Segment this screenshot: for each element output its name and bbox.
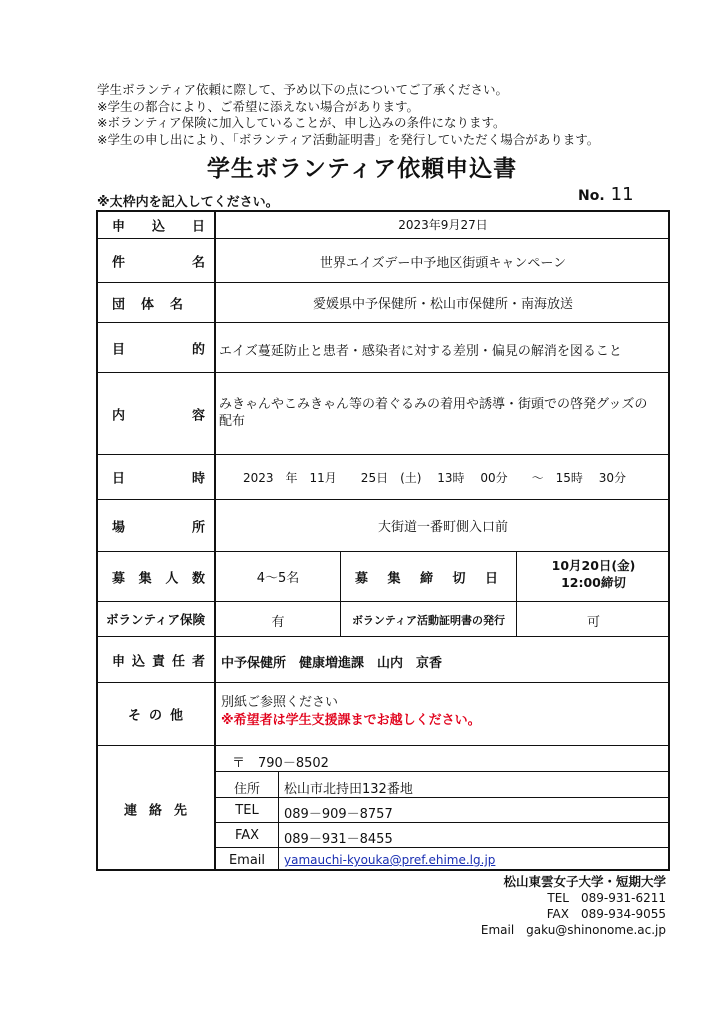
contact-fax-label: FAX [234,828,260,843]
place-value: 大街道一番町側入口前 [377,520,508,535]
contact-email-link[interactable]: yamauchi-kyouka@pref.ehime.lg.jp [284,853,496,867]
certificate-value: 可 [586,615,600,630]
datetime-value: 2023 年 11月 25日 (土) 13時 00分 ～ 15時 30分 [243,471,626,485]
contact-fax: 089－931－8455 [284,832,393,847]
note-line: ※学生の申し出により、「ボランティア活動証明書」を発行していただく場合があります。 [97,131,600,147]
label-datetime: 日 時 [112,471,205,487]
deadline-value: 10月20日(金) 12:00締切 [551,558,636,590]
note-line: 学生ボランティア依頼に際して、予め以下の点についてご了承ください。 [97,82,509,97]
content-value: みきゃんやこみきゃん等の着ぐるみの着用や誘導・街頭での啓発グッズの配布 [219,397,648,429]
note-line: ※ボランティア保険に加入していることが、申し込みの条件になります。 [97,115,506,130]
other-value [221,694,661,730]
label-insurance: ボランティア保険 [105,612,205,627]
organization-value: 愛媛県中予保健所・松山市保健所・南海放送 [312,297,573,312]
responsible-value: 中予保健所 健康増進課 山内 京香 [221,656,443,671]
instruction-text: ※太枠内を記入してください。 [97,195,279,210]
label-other: そ の 他 [128,708,183,724]
label-purpose: 目 的 [112,342,205,357]
contact-address: 松山市北持田132番地 [284,782,413,797]
application-date-value: 2023年9月27日 [398,218,488,232]
number-label: No. [578,188,605,204]
label-deadline: 募 集 締 切 日 [355,571,498,586]
note-line: ※学生の都合により、ご希望に添えない場合があります。 [97,98,419,114]
recruit-count-value: 4～5名 [256,571,300,586]
contact-tel-label: TEL [235,803,259,818]
form-title: 学生ボランティア依頼申込書 [206,156,518,182]
insurance-value: 有 [271,615,285,630]
label-contact: 連 絡 先 [124,803,187,818]
label-organization: 団 体 名 [112,297,183,312]
contact-address-label: 住所 [233,782,260,797]
purpose-value: エイズ蔓延防止と患者・感染者に対する差別・偏見の解消を図ること [219,344,622,359]
contact-email-label: Email [228,853,266,868]
footer-fax: FAX 089-934-9055 [546,907,666,921]
label-application-date: 申 込 日 [112,219,205,235]
footer-contact [481,874,666,938]
contact-tel: 089－909－8757 [284,807,393,822]
label-place: 場 所 [112,520,205,535]
notes-block [97,82,599,148]
label-recruit-count: 募 集 人 数 [112,571,205,586]
subject-value: 世界エイズデー中予地区街頭キャンペーン [319,256,567,271]
other-line2: ※希望者は学生支援課までお越しください。 [221,713,481,728]
footer-email: Email gaku@shinonome.ac.jp [480,923,666,937]
label-responsible: 申 込 責 任 者 [112,654,205,669]
number-value: 11 [610,184,634,205]
label-content: 内 容 [112,408,205,423]
label-subject: 件 名 [112,255,205,270]
footer-tel: TEL 089-931-6211 [547,891,666,905]
contact-postal: 〒 790－8502 [232,756,329,771]
form-number [578,184,634,205]
footer-org: 松山東雲女子大学・短期大学 [503,874,666,889]
label-certificate: ボランティア活動証明書の発行 [351,614,506,627]
other-line1: 別紙ご参照ください [221,695,339,710]
